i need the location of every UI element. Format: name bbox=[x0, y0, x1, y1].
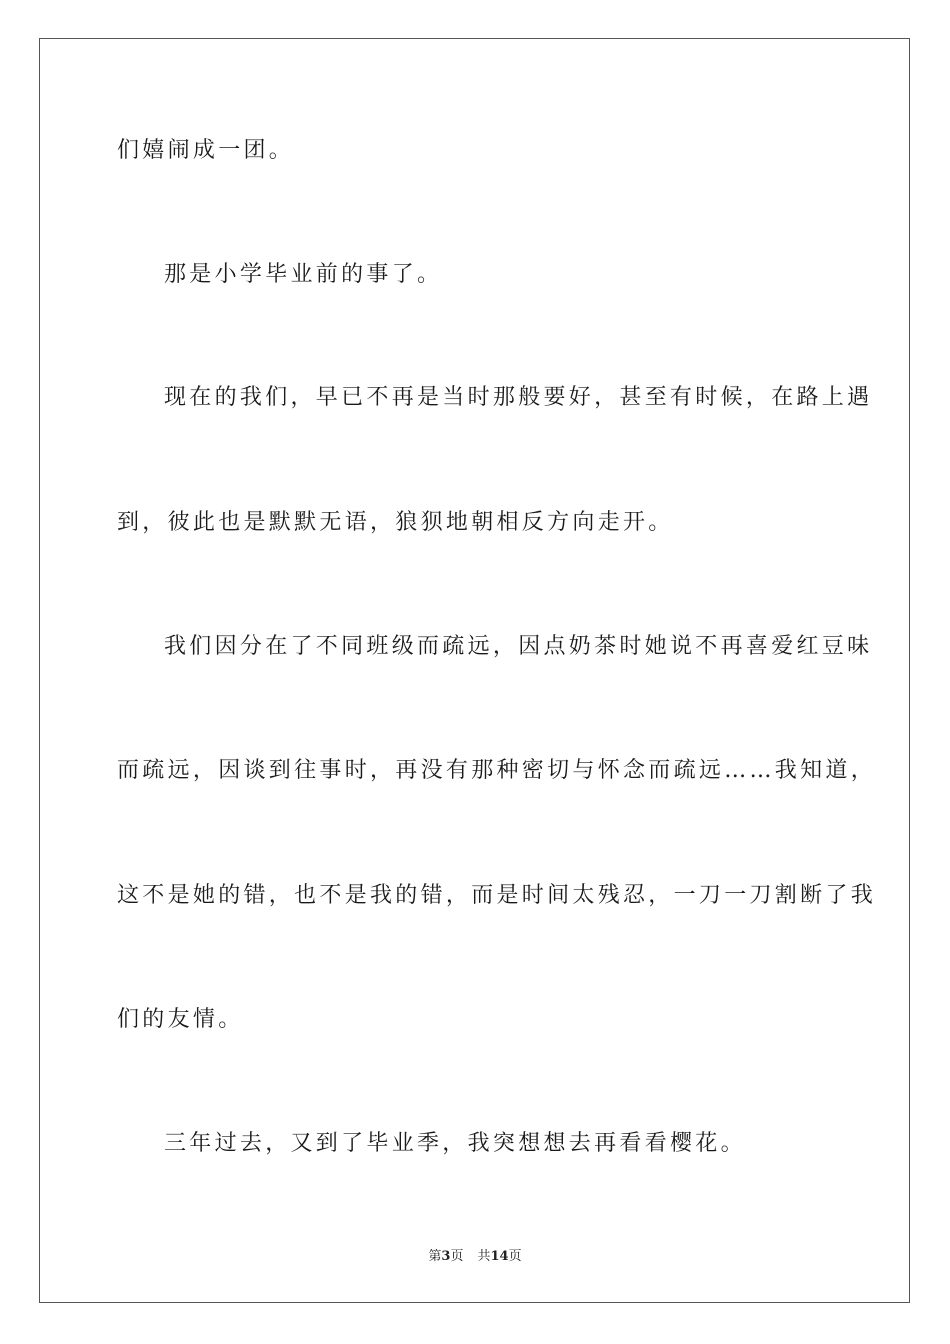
page-prefix: 第 bbox=[428, 1249, 442, 1264]
paragraph-line: 我们因分在了不同班级而疏远，因点奶茶时她说不再喜爱红豆味 bbox=[164, 634, 873, 659]
paragraph-line: 们的友情。 bbox=[117, 1007, 244, 1032]
page-number: 3 bbox=[441, 1249, 451, 1264]
paragraph-line: 三年过去，又到了毕业季，我突想想去再看看樱花。 bbox=[164, 1131, 746, 1156]
page-border bbox=[39, 38, 910, 1303]
paragraph-line: 现在的我们，早已不再是当时那般要好，甚至有时候，在路上遇 bbox=[164, 385, 873, 410]
paragraph-line: 这不是她的错，也不是我的错，而是时间太残忍，一刀一刀割断了我 bbox=[117, 883, 877, 908]
paragraph-line: 到，彼此也是默默无语，狼狈地朝相反方向走开。 bbox=[117, 510, 674, 535]
page-suffix: 页 bbox=[450, 1249, 464, 1264]
total-suffix: 页 bbox=[508, 1249, 522, 1264]
paragraph-line: 而疏远，因谈到往事时，再没有那种密切与怀念而疏远……我知道， bbox=[117, 758, 877, 783]
total-prefix: 共 bbox=[477, 1249, 491, 1264]
paragraph-line: 们嬉闹成一团。 bbox=[117, 138, 295, 163]
total-pages: 14 bbox=[490, 1249, 509, 1264]
paragraph-line: 那是小学毕业前的事了。 bbox=[164, 262, 443, 287]
page-footer bbox=[0, 1248, 950, 1266]
